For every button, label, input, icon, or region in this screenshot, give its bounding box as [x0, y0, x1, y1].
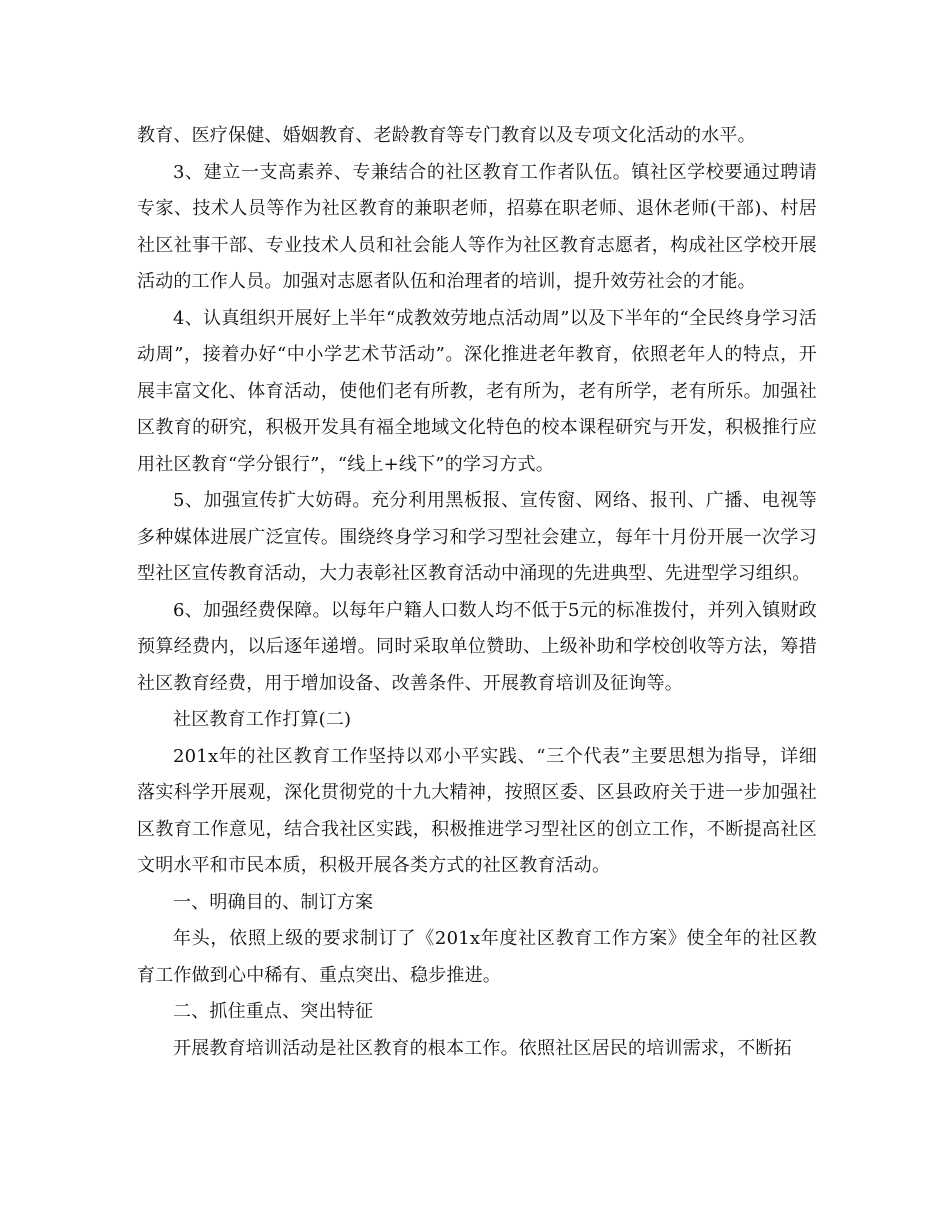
paragraph-2: 3、建立一支高素养、专兼结合的社区教育工作者队伍。镇社区学校要通过聘请专家、技术人员等作为社区教育的兼职老师，招募在职老师、退休老师(干部)、村居社区社事干部、专业技术人员和社会能人等作为社区教育志愿者，构成社区学校开展活动的工作人员。加强对志愿者队伍和治理者的培训，提升效劳社会的才能。 — [137, 161, 817, 292]
paragraph-1: 教育、医疗保健、婚姻教育、老龄教育等专门教育以及专项文化活动的水平。 — [137, 125, 756, 146]
section-heading-1: 一、明确目的、制订方案 — [173, 891, 374, 913]
paragraph-5: 6、加强经费保障。以每年户籍人口数人均不低于5元的标准拨付，并列入镇财政预算经费内，以后逐年递增。同时采取单位赞助、上级补助和学校创收等方法，筹措社区教育经费，用于增加设备、改善条件、开展教育培训及征询等。 — [137, 599, 817, 694]
paragraph-7: 年头，依照上级的要求制订了《201x年度社区教育工作方案》使全年的社区教育工作做到心中稀有、重点突出、稳步推进。 — [137, 928, 817, 986]
section-heading-plan-2: 社区教育工作打算(二) — [173, 709, 352, 730]
paragraph-6: 201x年的社区教育工作坚持以邓小平实践、“三个代表”主要思想为指导，详细落实科学开展观，深化贯彻党的十九大精神，按照区委、区县政府关于进一步加强社区教育工作意见，结合我社区实践，积极推进学习型社区的创立工作，不断提高社区文明水平和市民本质，积极开展各类方式的社区教育活动。 — [137, 745, 817, 876]
section-heading-2: 二、抓住重点、突出特征 — [173, 1001, 374, 1022]
paragraph-4: 5、加强宣传扩大妨碍。充分利用黑板报、宣传窗、网络、报刊、广播、电视等多种媒体进展广泛宣传。围绕终身学习和学习型社会建立，每年十月份开展一次学习型社区宣传教育活动，大力表彰社区教育活动中涌现的先进典型、先进型学习组织。 — [137, 490, 817, 584]
paragraph-8: 开展教育培训活动是社区教育的根本工作。依照社区居民的培训需求，不断拓 — [173, 1037, 792, 1059]
paragraph-3: 4、认真组织开展好上半年“成教效劳地点活动周”以及下半年的“全民终身学习活动周”，接着办好“中小学艺术节活动”。深化推进老年教育，依照老年人的特点，开展丰富文化、体育活动，使他们老有所教，老有所为，老有所学，老有所乐。加强社区教育的研究，积极开发具有福全地域文化特色的校本课程研究与开发，积极推行应用社区教育“学分银行”，“线上+线下”的学习方式。 — [137, 307, 817, 475]
document-body — [137, 118, 817, 1067]
